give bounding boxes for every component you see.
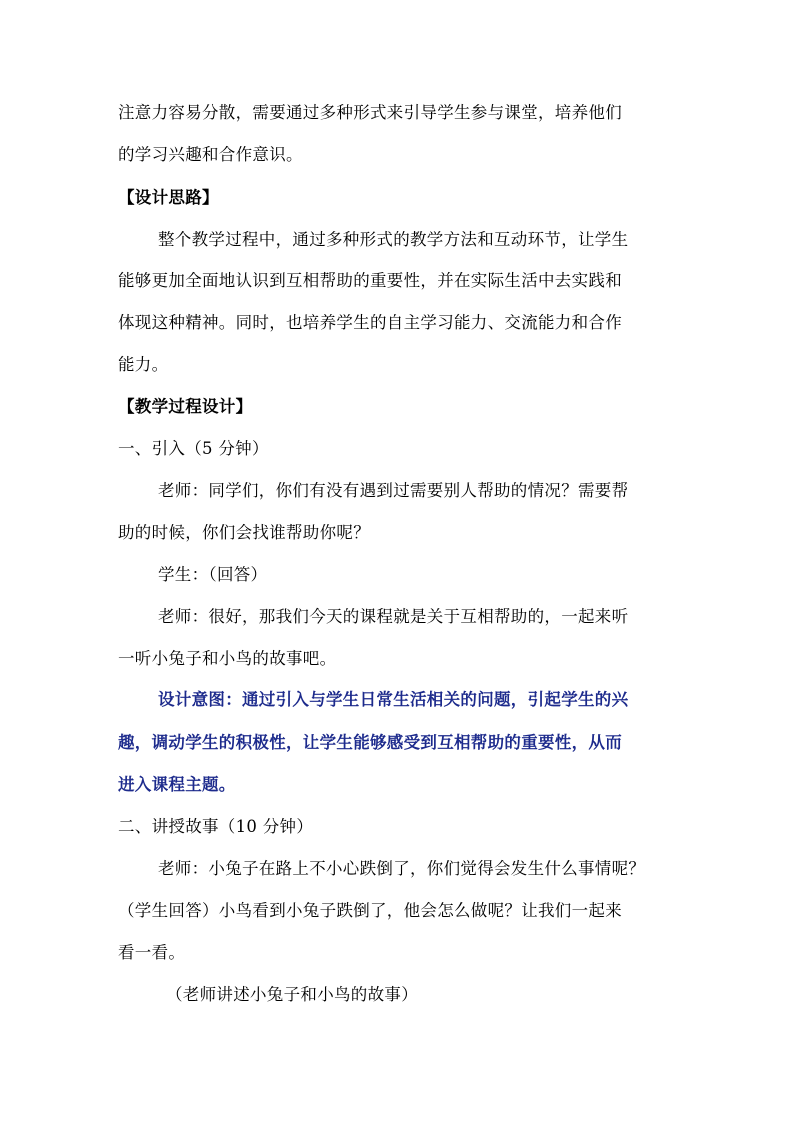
section-1-teacher2-line-1: 老师：很好，那我们今天的课程就是关于互相帮助的，一起来听	[158, 607, 629, 626]
section-2-teacher-line-2: （学生回答）小鸟看到小兔子跌倒了，他会怎么做呢？让我们一起来	[118, 901, 622, 920]
design-paragraph-line-1: 整个教学过程中，通过多种形式的教学方法和互动环节，让学生	[158, 230, 629, 249]
section-1-student: 学生：（回答）	[158, 565, 268, 584]
section-1-teacher-line-2: 助的时候，你们会找谁帮助你呢？	[118, 523, 370, 542]
process-heading: 【教学过程设计】	[118, 397, 253, 416]
section-1-teacher-line-1: 老师：同学们，你们有没有遇到过需要别人帮助的情况？需要帮	[158, 481, 629, 500]
section-1-intent-line-3: 进入课程主题。	[118, 775, 236, 794]
section-2-title: 二、讲授故事（10 分钟）	[118, 817, 314, 836]
section-1-intent-line-2: 趣，调动学生的积极性，让学生能够感受到互相帮助的重要性，从而	[118, 733, 622, 752]
design-paragraph-line-4: 能力。	[118, 355, 169, 374]
intro-line-2: 的学习兴趣和合作意识。	[118, 145, 303, 164]
design-paragraph-line-2: 能够更加全面地认识到互相帮助的重要性，并在实际生活中去实践和	[118, 271, 622, 290]
design-paragraph-line-3: 体现这种精神。同时，也培养学生的自主学习能力、交流能力和合作	[118, 313, 622, 332]
section-1-teacher2-line-2: 一听小兔子和小鸟的故事吧。	[118, 649, 337, 668]
section-2-teacher-line-3: 看一看。	[118, 943, 186, 962]
section-2-teacher-line-1: 老师：小兔子在路上不小心跌倒了，你们觉得会发生什么事情呢？	[158, 859, 646, 878]
design-heading: 【设计思路】	[118, 188, 219, 207]
intro-line-1: 注意力容易分散，需要通过多种形式来引导学生参与课堂，培养他们	[118, 103, 622, 122]
section-1-intent-line-1: 设计意图：通过引入与学生日常生活相关的问题，引起学生的兴	[158, 690, 629, 709]
section-2-story-note: （老师讲述小兔子和小鸟的故事）	[166, 985, 418, 1004]
section-1-title: 一、引入（5 分钟）	[118, 439, 269, 458]
